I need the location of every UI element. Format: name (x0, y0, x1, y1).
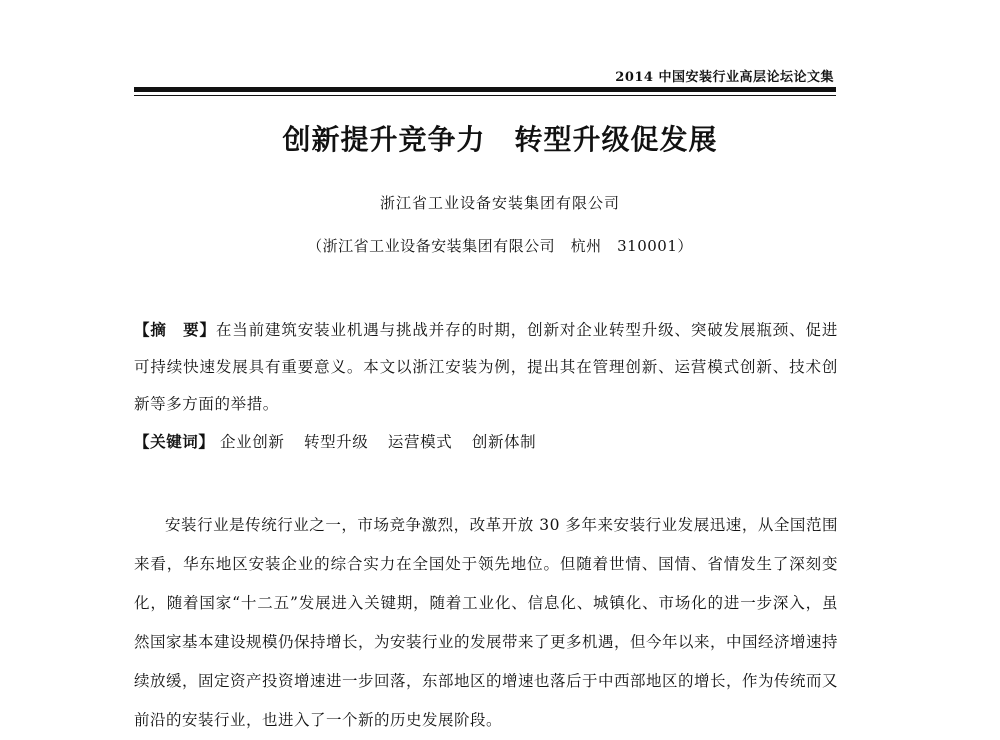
abstract-label: 【摘 要】 (134, 321, 216, 339)
keyword-item: 创新体制 (471, 433, 537, 451)
running-header: 2014 中国安装行业高层论坛论文集 (615, 70, 834, 85)
keyword-item: 运营模式 (387, 433, 453, 451)
keywords-label: 【关键词】 (134, 433, 215, 451)
header-rule-thin (134, 95, 836, 96)
abstract-text: 在当前建筑安装业机遇与挑战并存的时期，创新对企业转型升级、突破发展瓶颈、促进可持续快速发展具有重要意义。本文以浙江安装为例，提出其在管理创新、运营模式创新、技术创新等多方面的举措。 (134, 321, 838, 413)
article-affiliation: （浙江省工业设备安装集团有限公司 杭州 310001） (307, 237, 693, 255)
keywords-block (134, 424, 838, 461)
abstract-block (134, 312, 838, 423)
body-paragraph: 安装行业是传统行业之一，市场竞争激烈，改革开放 30 多年来安装行业发展迅速，从全国范围来看，华东地区安装企业的综合实力在全国处于领先地位。但随着世情、国情、省情发生了深刻变化，随着国家“十二五”发展进入关键期，随着工业化、信息化、城镇化、市场化的进一步深入，虽然国家基本建设规模仍保持增长，为安装行业的发展带来了更多机遇，但今年以来，中国经济增速持续放缓，固定资产投资增速进一步回落，东部地区的增速也落后于中西部地区的增长，作为传统而又前沿的安装行业，也进入了一个新的历史发展阶段。 (134, 516, 839, 729)
keyword-item: 企业创新 (220, 433, 285, 451)
header-rule-thick (134, 87, 836, 92)
article-title: 创新提升竞争力 转型升级促发展 (282, 123, 718, 156)
article-author: 浙江省工业设备安装集团有限公司 (379, 194, 620, 212)
keyword-item: 转型升级 (303, 433, 369, 451)
